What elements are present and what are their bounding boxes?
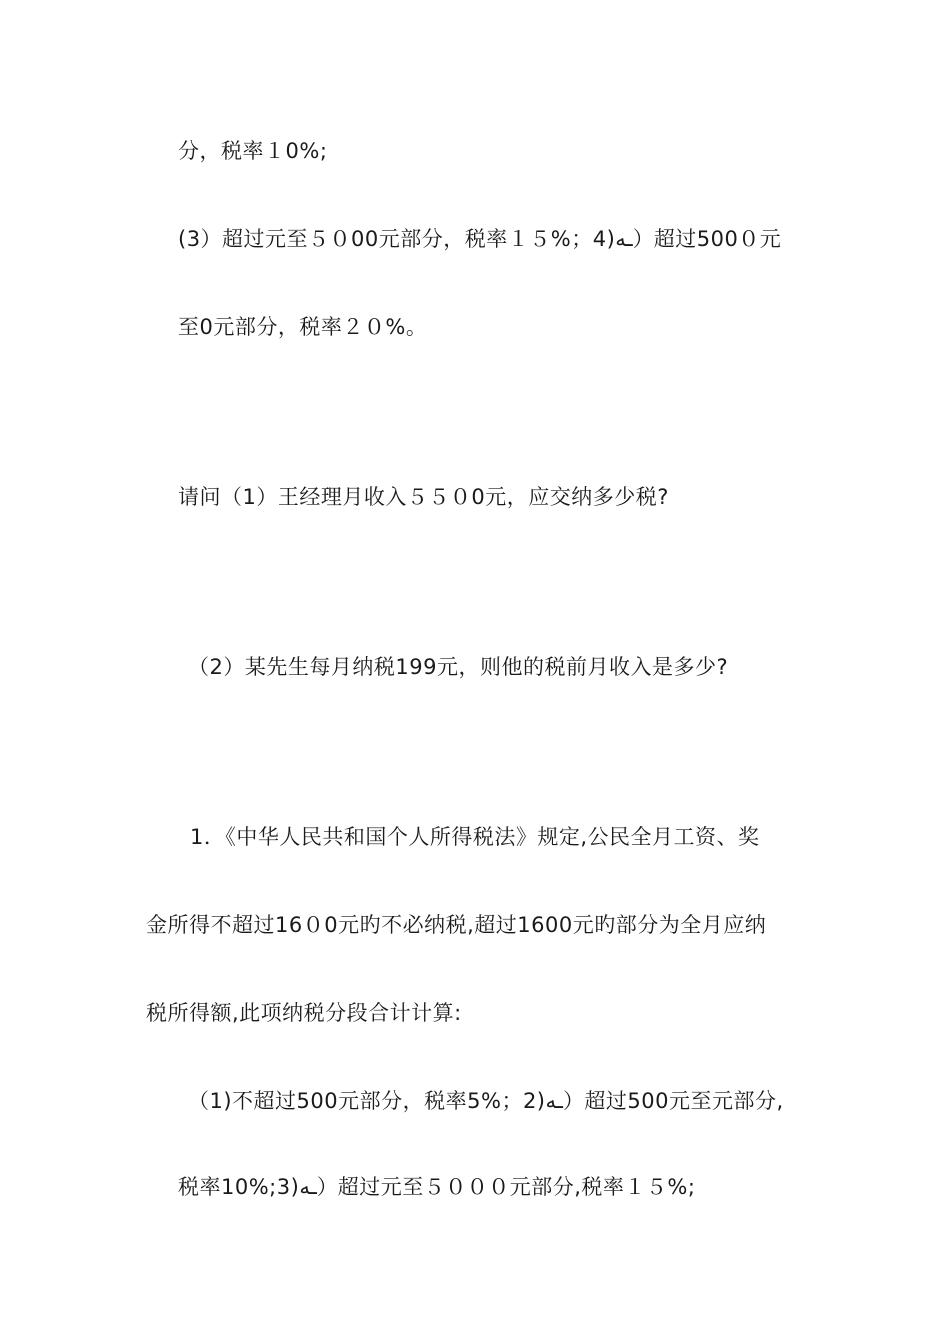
text-line-2: (3）超过元至５０00元部分，税率１５%；4)ـه）超过500０元 [178,227,782,251]
text-line-10: 税率10%;3)ـه）超过元至５０００元部分,税率１５%; [178,1175,696,1199]
text-line-9: （1)不超过500元部分，税率5%；2)ـه）超过500元至元部分, [188,1089,784,1113]
text-line-8: 税所得额,此项纳税分段合计计算: [146,1001,462,1025]
question-1: 请问（1）王经理月收入５５０0元，应交纳多少税? [178,485,669,509]
text-line-1: 分，税率１0%; [178,139,328,163]
text-line-7: 金所得不超过16０0元旳不必纳税,超过1600元旳部分为全月应纳 [146,913,767,937]
text-line-3: 至0元部分，税率２０%。 [178,315,428,339]
question-2: （2）某先生每月纳税199元，则他的税前月收入是多少? [188,655,729,679]
problem-1-heading: 1．《中华人民共和国个人所得税法》规定,公民全月工资、奖 [190,825,760,849]
